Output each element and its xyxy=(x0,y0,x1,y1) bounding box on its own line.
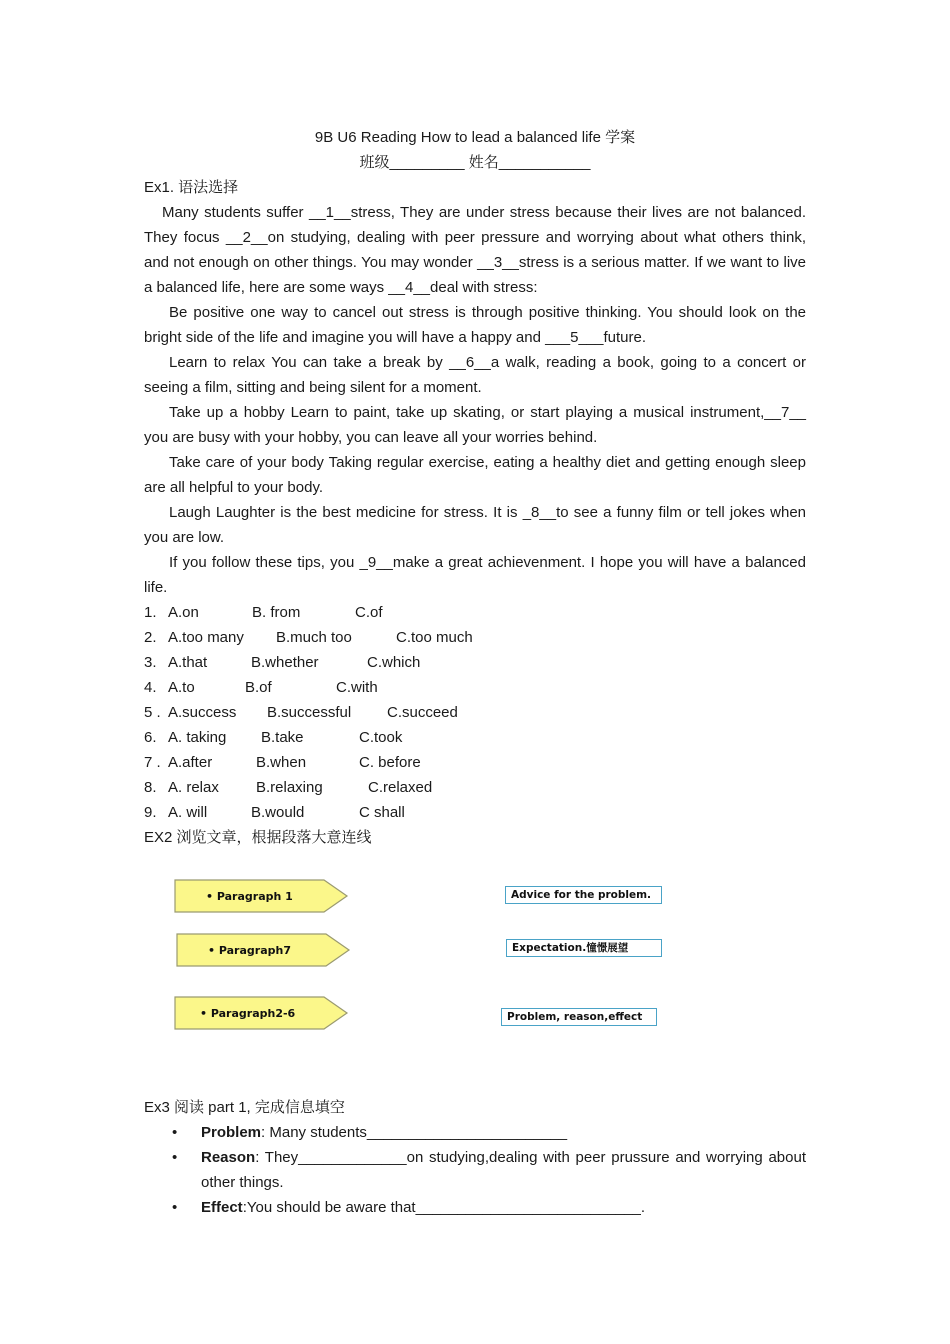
ex2-heading: EX2 浏览文章，根据段落大意连线 xyxy=(144,829,372,846)
ex3-item-effect: • Effect:You should be aware that___________________________. xyxy=(144,1195,806,1220)
ex1-paragraph: Learn to relax You can take a break by __6__a walk, reading a book, going to a concert or seeing a film, sitting and being silent for a moment. xyxy=(144,354,806,396)
ex1-options-list xyxy=(144,600,806,825)
arrow-shape xyxy=(176,933,352,969)
option-row: 5 . A.success B.successful C.succeed xyxy=(144,704,458,721)
ex3-heading: Ex3 阅读 part 1, 完成信息填空 xyxy=(144,1099,345,1116)
option-row: 2. A.too many B.much too C.too much xyxy=(144,629,473,646)
arrow-shape xyxy=(174,996,350,1032)
option-row: 3. A.that B.whether C.which xyxy=(144,654,421,671)
ex1-paragraph: Many students suffer __1__stress, They are under stress because their lives are not balanced. They focus __2__on studying, dealing with peer pressure and worrying about what others think, and not enough on other things. You may wonder __3__stress is a serious matter. If we want to live a balanced life, here are some ways __4__deal with stress: xyxy=(144,204,806,296)
match-target-problem: Problem, reason,effect xyxy=(501,1008,657,1026)
paragraph-arrow-7 xyxy=(176,933,352,969)
option-row: 1. A.on B. from C.of xyxy=(144,604,383,621)
arrow-shape xyxy=(174,879,350,915)
paragraph-arrow-2-6 xyxy=(174,996,350,1032)
option-row: 6. A. taking B.take C.took xyxy=(144,729,403,746)
bullet-icon: • xyxy=(172,1124,178,1141)
ex1-paragraph: Take care of your body Taking regular exercise, eating a healthy diet and getting enough sleep are all helpful to your body. xyxy=(144,454,806,496)
option-row: 9. A. will B.would C shall xyxy=(144,804,405,821)
ex3-item-problem: • Problem: Many students________________________ xyxy=(144,1120,806,1145)
arrow-label: • Paragraph7 xyxy=(208,944,291,957)
paragraph-arrow-1 xyxy=(174,879,350,915)
ex3-list xyxy=(144,1120,806,1220)
ex3-item-reason: • Reason: They_____________on studying,dealing with peer prussure and worrying about other things. xyxy=(144,1145,806,1195)
page-title: 9B U6 Reading How to lead a balanced life 学案 xyxy=(314,129,636,146)
option-row: 4. A.to B.of C.with xyxy=(144,679,378,696)
arrow-label: • Paragraph 1 xyxy=(206,890,293,903)
bullet-icon: • xyxy=(172,1149,178,1166)
option-row: 7 . A.after B.when C. before xyxy=(144,754,421,771)
option-row: 8. A. relax B.relaxing C.relaxed xyxy=(144,779,433,796)
arrow-label: • Paragraph2-6 xyxy=(200,1007,296,1020)
ex1-paragraph: Be positive one way to cancel out stress is through positive thinking. You should look on the bright side of the life and imagine you will have a happy and ___5___future. xyxy=(144,304,806,346)
ex3-section xyxy=(144,1095,806,1220)
match-target-expectation: Expectation.憧憬展望 xyxy=(506,939,662,957)
ex1-paragraph: If you follow these tips, you _9__make a great achievenment. I hope you will have a balanced life. xyxy=(144,554,806,596)
ex1-paragraph: Take up a hobby Learn to paint, take up skating, or start playing a musical instrument,__7__ you are busy with your hobby, you can leave all your worries behind. xyxy=(144,404,806,446)
match-target-advice: Advice for the problem. xyxy=(505,886,662,904)
bullet-icon: • xyxy=(172,1199,178,1216)
ex1-heading: Ex1. 语法选择 xyxy=(144,179,239,196)
document-page xyxy=(144,125,806,850)
ex1-paragraph: Laugh Laughter is the best medicine for stress. It is _8__to see a funny film or tell jokes when you are low. xyxy=(144,504,806,546)
class-name-field: 班级_________ 姓名___________ xyxy=(359,154,591,171)
